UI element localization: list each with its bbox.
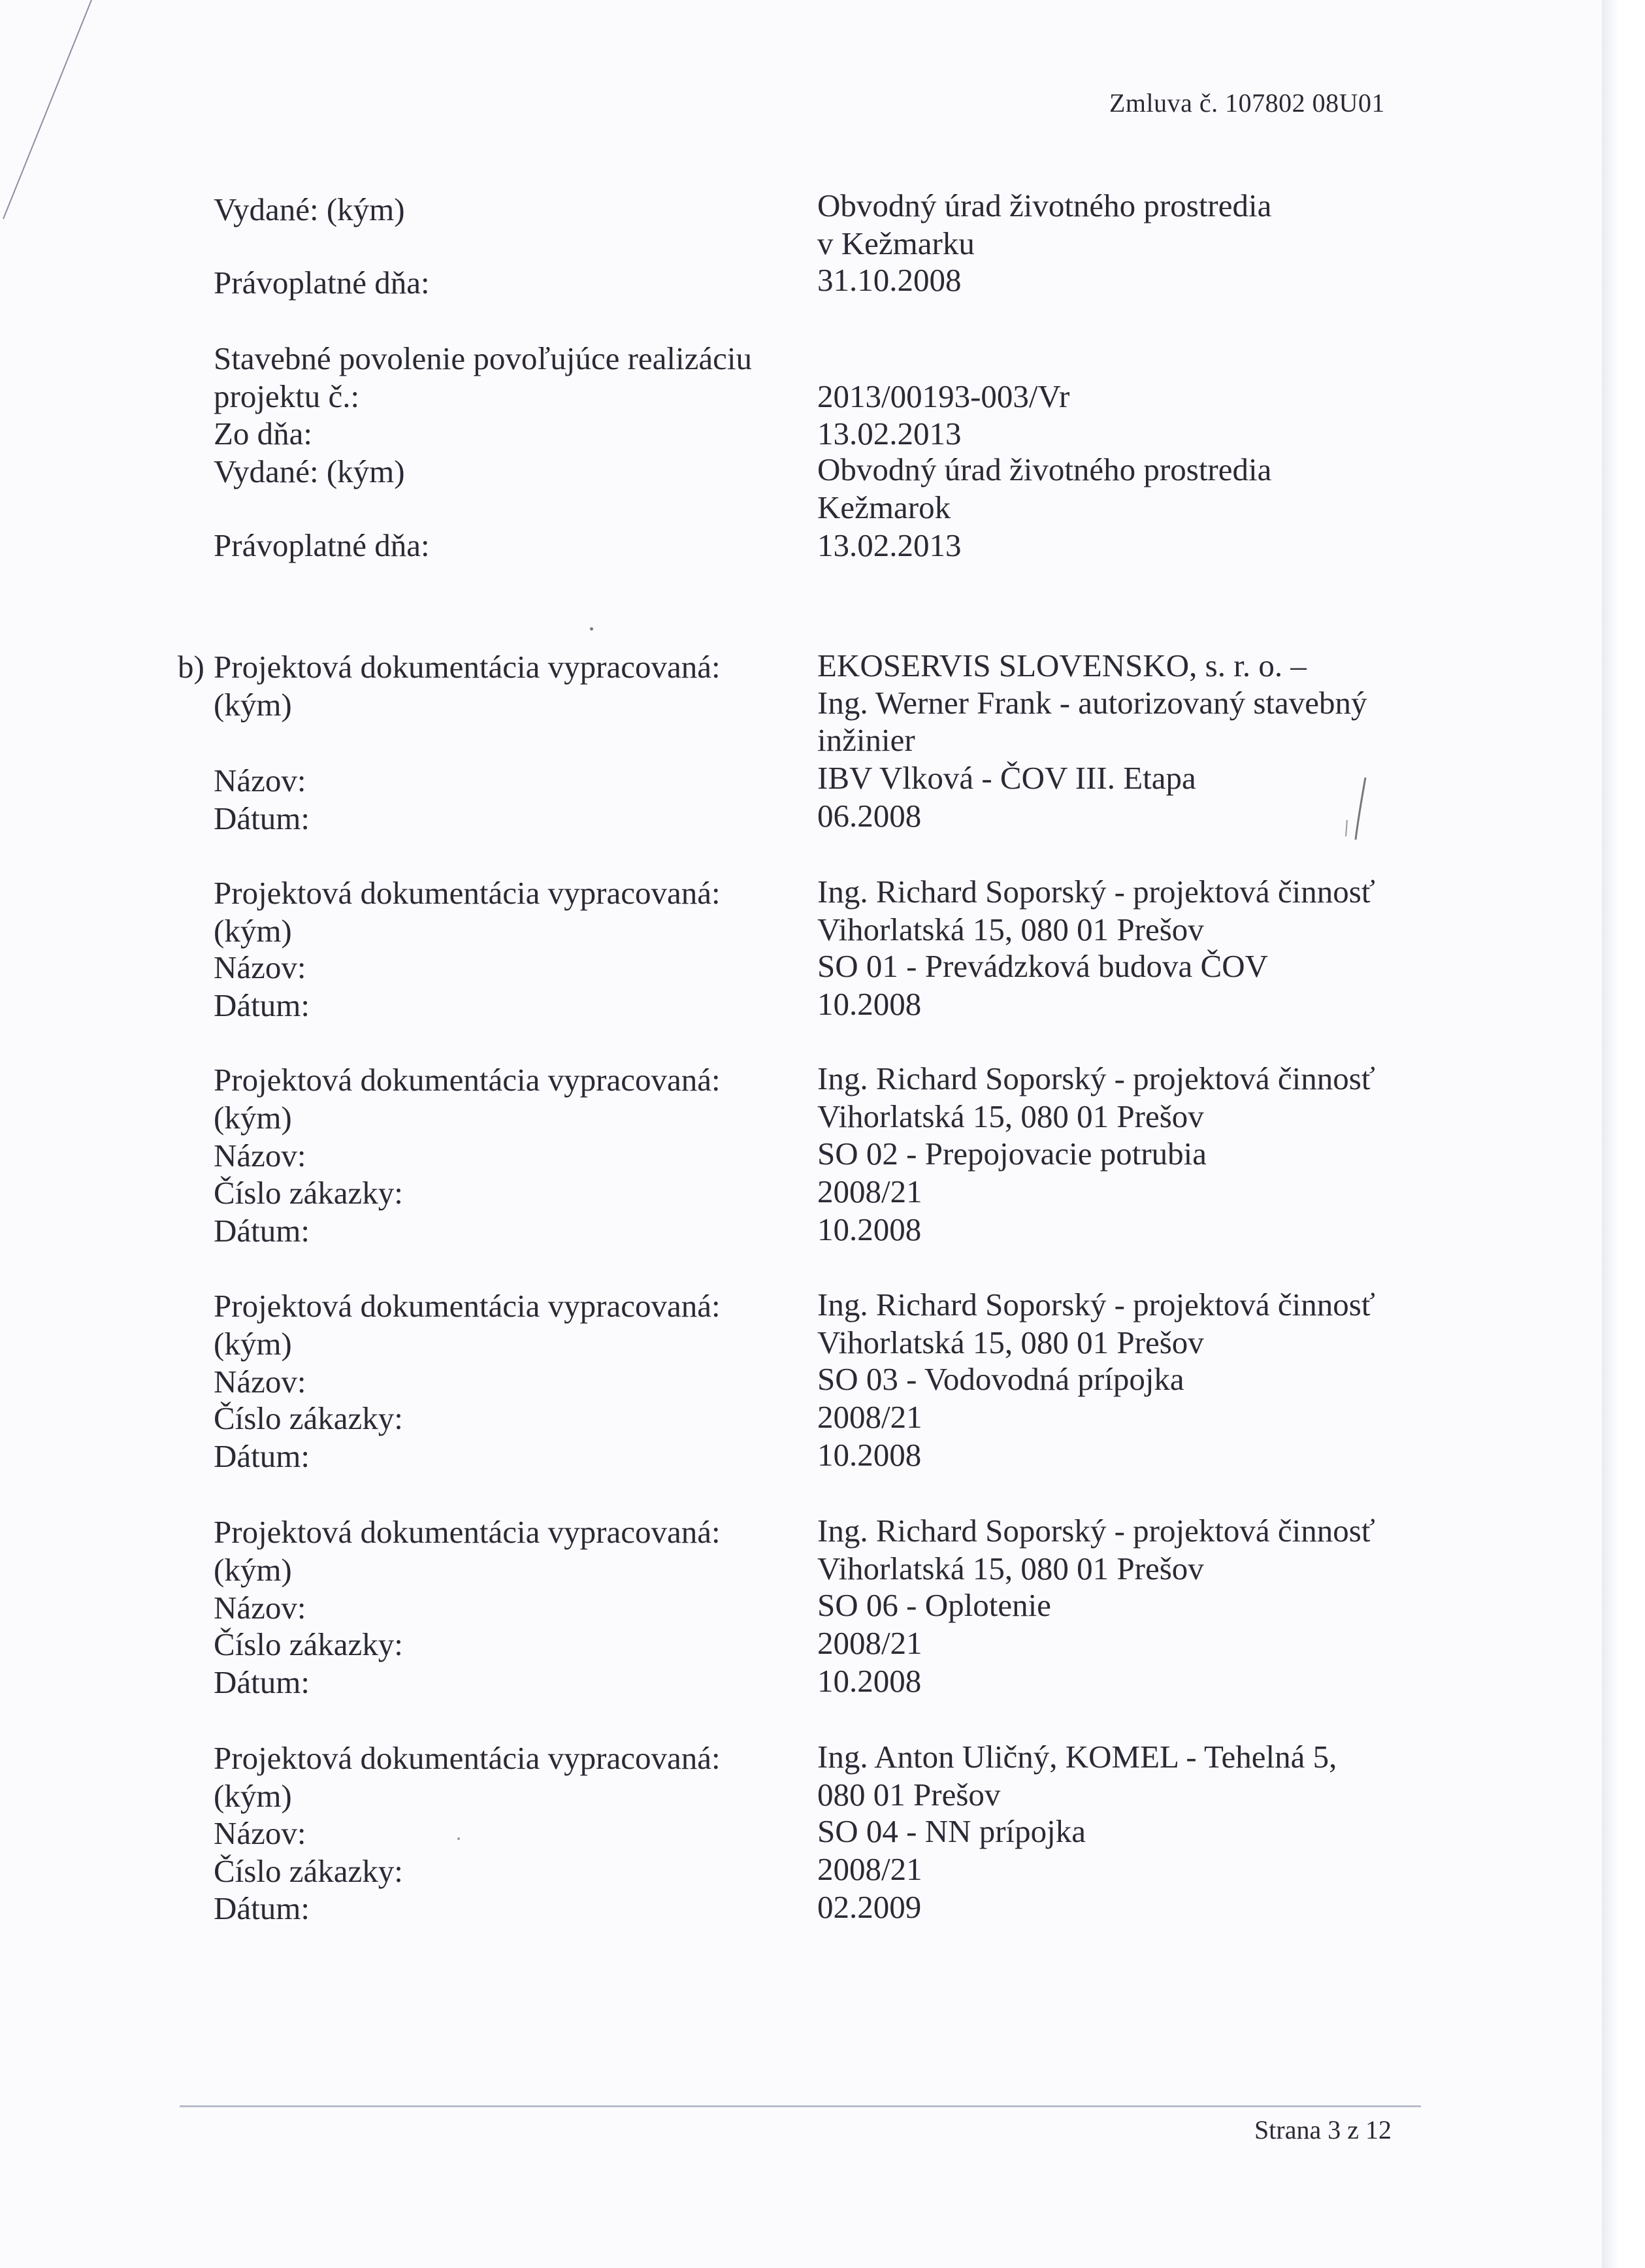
section-b-author-line3: inžinier [817, 722, 915, 758]
scan-speck [457, 1837, 460, 1840]
project-date-label: Dátum: [214, 1438, 310, 1474]
page-number: Strana 3 z 12 [1254, 2115, 1392, 2145]
section-b-label-line1: Projektová dokumentácia vypracovaná: [214, 649, 721, 685]
project-label-line1: Projektová dokumentácia vypracovaná: [214, 875, 721, 911]
project-name-label: Názov: [214, 1138, 306, 1174]
valid-from-label: Právoplatné dňa: [214, 265, 430, 301]
project-date-value: 10.2008 [817, 1663, 922, 1699]
contract-number: Zmluva č. 107802 08U01 [1109, 88, 1385, 118]
project-order-value: 2008/21 [817, 1851, 922, 1887]
project-author-line2: Vihorlatská 15, 080 01 Prešov [817, 1098, 1204, 1134]
project-order-label: Číslo zákazky: [214, 1400, 403, 1436]
project-name-label: Názov: [214, 1590, 306, 1626]
section-b-name-label: Názov: [214, 763, 306, 798]
project-order-value: 2008/21 [817, 1174, 922, 1209]
project-order-value: 2008/21 [817, 1625, 922, 1661]
scan-edge [1602, 0, 1645, 2268]
scan-corner-line [0, 0, 98, 222]
section-b-marker: b) [178, 649, 204, 685]
project-label-line2: (kým) [214, 913, 292, 949]
project-name-value: SO 06 - Oplotenie [817, 1587, 1051, 1623]
project-author-line2: 080 01 Prešov [817, 1777, 1001, 1813]
project-date-value: 10.2008 [817, 1211, 922, 1247]
project-author-line1: Ing. Richard Soporský - projektová činnosť [817, 874, 1375, 910]
project-label-line2: (kým) [214, 1100, 292, 1136]
permit-label-line2: projektu č.: [214, 378, 360, 414]
permit-number: 2013/00193-003/Vr [817, 378, 1070, 414]
permit-valid-label: Právoplatné dňa: [214, 527, 430, 563]
permit-date-label: Zo dňa: [214, 416, 313, 452]
section-b-author-line2: Ing. Werner Frank - autorizovaný stavebný [817, 685, 1367, 721]
permit-issued-by-line2: Kežmarok [817, 489, 951, 525]
project-author-line2: Vihorlatská 15, 080 01 Prešov [817, 1324, 1204, 1360]
project-date-value: 10.2008 [817, 1437, 922, 1473]
project-name-value: SO 03 - Vodovodná prípojka [817, 1361, 1184, 1397]
project-date-label: Dátum: [214, 1664, 310, 1700]
handwritten-mark [1339, 774, 1378, 846]
project-label-line1: Projektová dokumentácia vypracovaná: [214, 1514, 721, 1550]
permit-date-value: 13.02.2013 [817, 416, 962, 452]
section-b-author-line1: EKOSERVIS SLOVENSKO, s. r. o. – [817, 648, 1307, 683]
project-label-line2: (kým) [214, 1778, 292, 1814]
project-author-line1: Ing. Anton Uličný, KOMEL - Tehelná 5, [817, 1739, 1337, 1775]
issued-by-label: Vydané: (kým) [214, 191, 405, 227]
scan-speck [590, 627, 593, 631]
project-label-line2: (kým) [214, 1552, 292, 1588]
project-author-line1: Ing. Richard Soporský - projektová činnosť [817, 1287, 1375, 1323]
project-name-label: Názov: [214, 1815, 306, 1851]
project-label-line1: Projektová dokumentácia vypracovaná: [214, 1062, 721, 1098]
section-b-date-value: 06.2008 [817, 798, 922, 834]
permit-issued-by-label: Vydané: (kým) [214, 453, 405, 489]
project-order-label: Číslo zákazky: [214, 1175, 403, 1211]
project-author-line2: Vihorlatská 15, 080 01 Prešov [817, 1551, 1204, 1586]
section-b-date-label: Dátum: [214, 800, 310, 836]
project-name-label: Názov: [214, 949, 306, 985]
project-name-value: SO 04 - NN prípojka [817, 1813, 1086, 1849]
project-label-line1: Projektová dokumentácia vypracovaná: [214, 1740, 721, 1776]
permit-issued-by-line1: Obvodný úrad životného prostredia [817, 452, 1272, 487]
project-order-value: 2008/21 [817, 1399, 922, 1435]
project-order-label: Číslo zákazky: [214, 1853, 403, 1889]
project-author-line2: Vihorlatská 15, 080 01 Prešov [817, 912, 1204, 947]
project-author-line1: Ing. Richard Soporský - projektová činnosť [817, 1513, 1375, 1549]
project-label-line2: (kým) [214, 1326, 292, 1362]
permit-valid-value: 13.02.2013 [817, 527, 962, 563]
section-b-label-line2: (kým) [214, 687, 292, 723]
project-name-value: SO 02 - Prepojovacie potrubia [817, 1136, 1207, 1172]
footer-divider [180, 2105, 1421, 2107]
valid-from-value: 31.10.2008 [817, 262, 962, 298]
project-date-value: 10.2008 [817, 986, 922, 1022]
project-date-value: 02.2009 [817, 1889, 922, 1925]
section-b-name-value: IBV Vlková - ČOV III. Etapa [817, 760, 1196, 796]
project-date-label: Dátum: [214, 1890, 310, 1926]
project-name-value: SO 01 - Prevádzková budova ČOV [817, 948, 1268, 984]
permit-label-line1: Stavebné povolenie povoľujúce realizáciu [214, 340, 753, 376]
project-label-line1: Projektová dokumentácia vypracovaná: [214, 1288, 721, 1324]
project-name-label: Názov: [214, 1364, 306, 1400]
issued-by-value-line1: Obvodný úrad životného prostredia [817, 188, 1272, 223]
project-order-label: Číslo zákazky: [214, 1626, 403, 1662]
project-date-label: Dátum: [214, 1213, 310, 1249]
project-date-label: Dátum: [214, 987, 310, 1023]
project-author-line1: Ing. Richard Soporský - projektová činnosť [817, 1060, 1375, 1096]
issued-by-value-line2: v Kežmarku [817, 225, 975, 261]
